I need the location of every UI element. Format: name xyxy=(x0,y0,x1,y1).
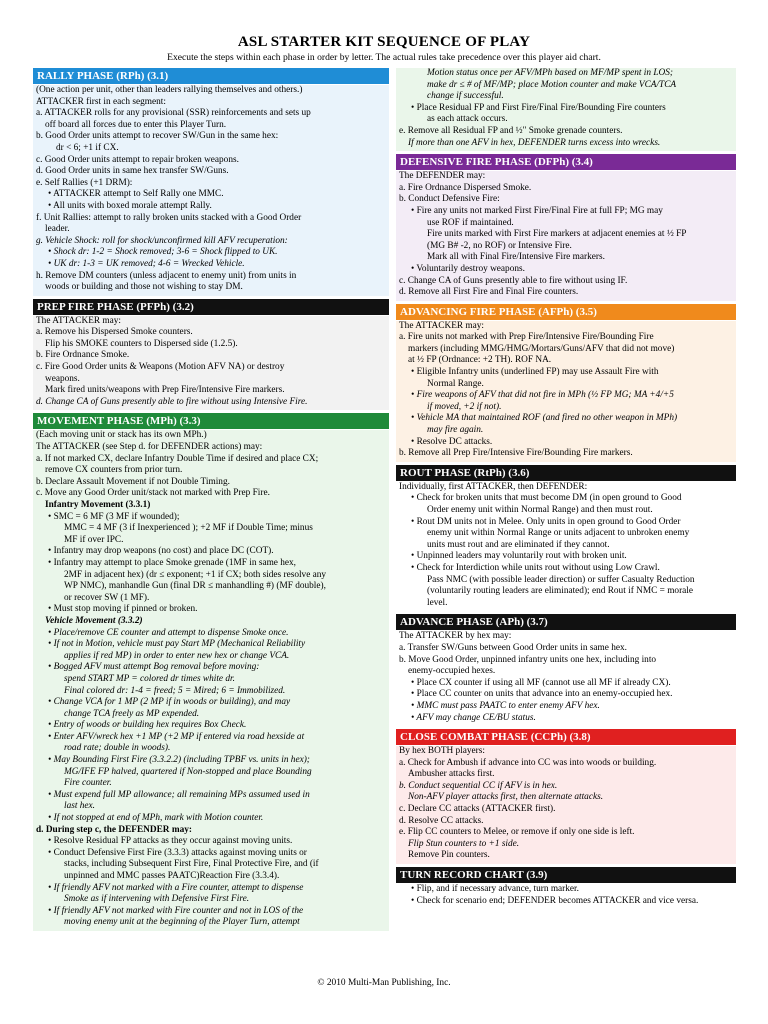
turn-record-line: • Flip, and if necessary advance, turn marker. xyxy=(411,884,579,895)
afph-line: The ATTACKER may: xyxy=(399,320,484,331)
right-column xyxy=(396,68,736,909)
advance-phase-section xyxy=(396,614,736,726)
move-line: road rate; double in woods). xyxy=(64,743,171,754)
ccph-line: d. Resolve CC attacks. xyxy=(399,815,484,826)
close-combat-phase-header: CLOSE COMBAT PHASE (CCPh) (3.8) xyxy=(396,729,736,745)
afph-line: Normal Range. xyxy=(427,378,484,389)
dfph-line: c. Change CA of Guns presently able to fire without using IF. xyxy=(399,275,628,286)
move-cont-line: change if successful. xyxy=(427,91,504,102)
rally-line: • All units with boxed morale attempt Rally. xyxy=(48,200,212,211)
rally-line: d. Good Order units in same hex transfer SW/Guns. xyxy=(36,166,229,177)
afph-line: may fire again. xyxy=(427,425,484,436)
afph-line: b. Remove all Prep Fire/Intensive Fire/Bounding Fire markers. xyxy=(399,448,633,459)
dfph-line: • Fire any units not marked First Fire/Final Fire at full FP; MG may xyxy=(411,205,663,216)
rally-line: dr < 6; +1 if CX. xyxy=(56,142,119,153)
move-cont-line: If more than one AFV in hex, DEFENDER turns excess into wrecks. xyxy=(408,137,661,148)
aph-line: • MMC must pass PAATC to enter enemy AFV hex. xyxy=(411,700,600,711)
move-line: Fire counter. xyxy=(64,778,112,789)
rally-line: • Shock dr: 1-2 = Shock removed; 3-6 = Shock flipped to UK. xyxy=(48,247,278,258)
movement-continued-section xyxy=(396,68,736,151)
afph-line: a. Fire units not marked with Prep Fire/Intensive Fire/Bounding Fire xyxy=(399,332,654,343)
rout-line: • Unpinned leaders may voluntarily rout with broken unit. xyxy=(411,551,627,562)
move-line: Smoke as if intervening with Defensive First Fire. xyxy=(64,894,250,905)
afph-line: • Eligible Infantry units (underlined FP) may use Assault Fire with xyxy=(411,367,659,378)
rout-phase-section xyxy=(396,465,736,612)
ccph-line: Non-AFV player attacks first, then alternate attacks. xyxy=(408,792,604,803)
move-line: • Conduct Defensive First Fire (3.3.3) attacks against moving units or xyxy=(48,847,307,858)
aph-line: a. Transfer SW/Guns between Good Order units in same hex. xyxy=(399,642,627,653)
move-line: a. If not marked CX, declare Infantry Double Time if desired and place CX; xyxy=(36,453,319,464)
rout-line: Order enemy unit within Normal Range) and then must rout. xyxy=(427,505,653,515)
rout-phase-header: ROUT PHASE (RtPh) (3.6) xyxy=(396,465,736,481)
prep-line: d. Change CA of Guns presently able to fire without using Intensive Fire. xyxy=(36,396,308,407)
turn-record-chart-header: TURN RECORD CHART (3.9) xyxy=(396,867,736,883)
prep-line: Flip his SMOKE counters to Dispersed side (1.2.5). xyxy=(45,338,238,349)
move-cont-line: Motion status once per AFV/MPh based on MF/MP spent in LOS; xyxy=(427,68,673,78)
dfph-line: use ROF if maintained. xyxy=(427,217,514,228)
move-line: MMC = 4 MF (3 if Inexperienced ); +2 MF if Double Time; minus xyxy=(64,523,313,534)
advance-phase-header: ADVANCE PHASE (APh) (3.7) xyxy=(396,614,736,630)
rout-line: Individually, first ATTACKER, then DEFENDER: xyxy=(399,481,588,492)
rout-line: Pass NMC (with possible leader direction) or suffer Casualty Reduction xyxy=(427,574,695,585)
move-line: change TCA freely as MP expended. xyxy=(64,708,200,719)
rally-line: • ATTACKER attempt to Self Rally one MMC. xyxy=(48,189,224,200)
move-line: • Change VCA for 1 MP (2 MP if in woods or building), and may xyxy=(48,697,291,708)
move-line: remove CX counters from prior turn. xyxy=(45,465,183,476)
move-line: WP NMC), manhandle Gun (final DR ≤ manhandling #) (MF double), xyxy=(64,581,326,592)
prep-line: Mark fired units/weapons with Prep Fire/Intensive Fire markers. xyxy=(45,385,285,396)
dfph-line: Mark all with Final Fire/Intensive Fire markers. xyxy=(427,252,605,263)
move-line: or recover SW (1 MF). xyxy=(64,592,150,603)
move-line: • If friendly AFV not marked with Fire counter and not in LOS of the xyxy=(48,905,304,916)
move-line: • Must expend full MP allowance; all remaining MPs assumed used in xyxy=(48,789,310,800)
aph-line: • Place CC counter on units that advance into an enemy-occupied hex. xyxy=(411,689,673,700)
rally-line: e. Self Rallies (+1 DRM): xyxy=(36,177,133,188)
dfph-line: a. Fire Ordnance Dispersed Smoke. xyxy=(399,182,532,193)
afph-line: markers (including MMG/HMG/Mortars/Guns/AFV that did not move) xyxy=(408,343,675,354)
copyright-footer: © 2010 Multi-Man Publishing, Inc. xyxy=(317,978,451,988)
rally-line: h. Remove DM counters (unless adjacent to enemy unit) from units in xyxy=(36,270,297,281)
aph-line: b. Move Good Order, unpinned infantry units one hex, including into xyxy=(399,654,657,665)
turn-record-chart-section xyxy=(396,867,736,909)
rally-line: f. Unit Rallies: attempt to rally broken units stacked with a Good Order xyxy=(36,212,302,223)
movement-phase-header: MOVEMENT PHASE (MPh) (3.3) xyxy=(33,413,389,429)
move-line: spend START MP = colored dr times white dr. xyxy=(64,673,235,684)
rally-line: woods or building and those not wishing to stay DM. xyxy=(45,282,243,293)
move-line: • May Bounding First Fire (3.3.2.2) (including TPBF vs. units in hex); xyxy=(48,755,310,766)
rout-line: enemy unit within Normal Range or units adjacent to unbroken enemy xyxy=(427,528,690,539)
rout-line: • Check for broken units that must become DM (in open ground to Good xyxy=(411,493,682,504)
dfph-line: The DEFENDER may: xyxy=(399,171,486,182)
rally-line: off board all forces due to enter this Player Turn. xyxy=(45,119,227,130)
move-line: last hex. xyxy=(64,801,95,812)
move-line: • Enter AFV/wreck hex +1 MP (+2 MP if entered via road hexside at xyxy=(48,731,305,742)
rally-line: • UK dr: 1-3 = UK removed; 4-6 = Wrecked Vehicle. xyxy=(48,258,245,269)
ccph-line: By hex BOTH players: xyxy=(399,746,485,757)
move-line: • Infantry may drop weapons (no cost) and place DC (COT). xyxy=(48,546,274,557)
defensive-fire-phase-section xyxy=(396,154,736,301)
move-line: The ATTACKER (see Step d. for DEFENDER actions) may: xyxy=(36,442,263,453)
dfph-line: • Voluntarily destroy weapons. xyxy=(411,263,525,274)
move-line: Vehicle Movement (3.3.2) xyxy=(45,615,143,626)
move-line: c. Move any Good Order unit/stack not marked with Prep Fire. xyxy=(36,488,270,499)
move-line: • Place/remove CE counter and attempt to dispense Smoke once. xyxy=(48,627,289,638)
ccph-line: e. Flip CC counters to Melee, or remove if only one side is left. xyxy=(399,827,635,838)
ccph-line: Remove Pin counters. xyxy=(408,850,490,861)
rally-line: ATTACKER first in each segment: xyxy=(36,96,166,107)
move-line: • Bogged AFV must attempt Bog removal before moving: xyxy=(48,662,260,673)
rally-line: (One action per unit, other than leaders rallying themselves and others.) xyxy=(36,85,303,95)
move-line: MG/IFE FP halved, quartered if Non-stopped and place Bounding xyxy=(64,766,312,777)
prep-line: The ATTACKER may: xyxy=(36,315,121,326)
move-line: MF if over IPC. xyxy=(64,534,124,545)
move-cont-line: e. Remove all Residual FP and ½" Smoke grenade counters. xyxy=(399,125,623,136)
rally-phase-header: RALLY PHASE (RPh) (3.1) xyxy=(33,68,389,84)
move-cont-line: make dr ≤ # of MF/MP; place Motion counter and make VCA/TCA xyxy=(427,79,677,90)
dfph-line: d. Remove all First Fire and Final Fire counters. xyxy=(399,287,579,298)
move-line: Final colored dr: 1-4 = freed; 5 = Mired; 6 = Immobilized. xyxy=(64,685,286,696)
prep-line: b. Fire Ordnance Smoke. xyxy=(36,350,130,361)
ccph-line: Ambusher attacks first. xyxy=(408,769,495,780)
move-line: 2MF in adjacent hex) (dr ≤ exponent; +1 if CX; both sides resolve any xyxy=(64,569,327,580)
afph-line: • Fire weapons of AFV that did not fire in MPh (½ FP MG; MA +4/+5 xyxy=(411,390,674,401)
afph-line: • Vehicle MA that maintained ROF (and fired no other weapon in MPh) xyxy=(411,413,678,424)
aph-line: The ATTACKER by hex may: xyxy=(399,631,512,642)
rally-line: c. Good Order units attempt to repair broken weapons. xyxy=(36,154,239,165)
move-cont-line: • Place Residual FP and First Fire/Final Fire/Bounding Fire counters xyxy=(411,102,666,113)
rally-line: leader. xyxy=(45,224,70,235)
page-subtitle: Execute the steps within each phase in order by letter. The actual rules take precedence over this player aid chart. xyxy=(167,52,601,63)
afph-line: • Resolve DC attacks. xyxy=(411,436,493,447)
advancing-fire-phase-section xyxy=(396,304,736,462)
move-line: • If not in Motion, vehicle must pay Start MP (Mechanical Reliability xyxy=(48,639,306,650)
move-line: • Must stop moving if pinned or broken. xyxy=(48,604,198,615)
move-line: d. During step c, the DEFENDER may: xyxy=(36,824,192,835)
rout-line: (voluntarily routing leaders are eliminated); end Rout if NMC = morale xyxy=(427,586,694,597)
move-line: applies if red MP) in order to enter new hex or change VCA. xyxy=(64,650,290,661)
move-line: b. Declare Assault Movement if not Double Timing. xyxy=(36,476,230,487)
aph-line: • AFV may change CE/BU status. xyxy=(411,712,536,723)
move-line: • Resolve Residual FP attacks as they occur against moving units. xyxy=(48,836,293,847)
prep-line: a. Remove his Dispersed Smoke counters. xyxy=(36,327,193,338)
aph-line: enemy-occupied hexes. xyxy=(408,666,496,677)
rout-line: units must rout and are eliminated if they cannot. xyxy=(427,539,610,550)
move-line: (Each moving unit or stack has its own MPh.) xyxy=(36,430,207,441)
move-line: • SMC = 6 MF (3 MF if wounded); xyxy=(48,511,180,522)
rally-phase-section xyxy=(33,68,389,296)
move-line: Infantry Movement (3.3.1) xyxy=(45,500,151,510)
rally-line: b. Good Order units attempt to recover SW/Gun in the same hex: xyxy=(36,131,279,142)
ccph-line: Flip Stun counters to +1 side. xyxy=(408,838,520,849)
afph-line: if moved, +2 if not). xyxy=(427,401,502,412)
prep-fire-phase-header: PREP FIRE PHASE (PFPh) (3.2) xyxy=(33,299,389,315)
aph-line: • Place CX counter if using all MF (cannot use all MF if already CX). xyxy=(411,677,671,688)
ccph-line: a. Check for Ambush if advance into CC was into woods or building. xyxy=(399,757,657,768)
turn-record-line: • Check for scenario end; DEFENDER becomes ATTACKER and vice versa. xyxy=(411,895,699,906)
prep-line: weapons. xyxy=(45,373,80,384)
move-line: • Infantry may attempt to place Smoke grenade (1MF in same hex, xyxy=(48,557,297,568)
page-title: ASL STARTER KIT SEQUENCE OF PLAY xyxy=(237,34,531,50)
prep-line: c. Fire Good Order units & Weapons (Motion AFV NA) or destroy xyxy=(36,362,285,373)
move-line: • If not stopped at end of MPh, mark with Motion counter. xyxy=(48,813,264,824)
prep-fire-phase-section xyxy=(33,299,389,411)
move-line: unpinned and MMC passes PAATC)Reaction Fire (3.3.4). xyxy=(64,871,280,881)
move-cont-line: as each attack occurs. xyxy=(427,114,508,125)
movement-phase-section xyxy=(33,413,389,931)
move-line: • Entry of woods or building hex requires Box Check. xyxy=(48,720,247,731)
move-line: stacks, including Subsequent First Fire, Final Protective Fire, and (if xyxy=(64,859,319,870)
rout-line: • Rout DM units not in Melee. Only units in open ground to Good Order xyxy=(411,516,681,527)
rout-line: • Check for Interdiction while units rout without using Low Crawl. xyxy=(411,562,660,573)
move-line: moving enemy unit at the beginning of the Player Turn, attempt xyxy=(64,917,300,928)
dfph-line: (MG B# -2, no ROF) or Intensive Fire. xyxy=(427,240,572,251)
ccph-line: b. Conduct sequential CC if AFV is in hex. xyxy=(399,780,558,791)
afph-line: at ½ FP (Ordnance: +2 TH). ROF NA. xyxy=(408,355,552,366)
dfph-line: Fire units marked with First Fire markers at adjacent enemies at ½ FP xyxy=(427,229,687,240)
close-combat-phase-section xyxy=(396,729,736,864)
move-line: • If friendly AFV not marked with a Fire counter, attempt to dispense xyxy=(48,882,304,893)
rally-line: a. ATTACKER rolls for any provisional (SSR) reinforcements and sets up xyxy=(36,108,311,119)
rout-line: level. xyxy=(427,597,448,608)
ccph-line: c. Declare CC attacks (ATTACKER first). xyxy=(399,804,556,815)
defensive-fire-phase-header: DEFENSIVE FIRE PHASE (DFPh) (3.4) xyxy=(396,154,736,170)
dfph-line: b. Conduct Defensive Fire: xyxy=(399,194,500,205)
rally-line: g. Vehicle Shock: roll for shock/unconfirmed kill AFV recuperation: xyxy=(36,235,288,246)
advancing-fire-phase-header: ADVANCING FIRE PHASE (AFPh) (3.5) xyxy=(396,304,736,320)
left-column xyxy=(33,68,389,931)
